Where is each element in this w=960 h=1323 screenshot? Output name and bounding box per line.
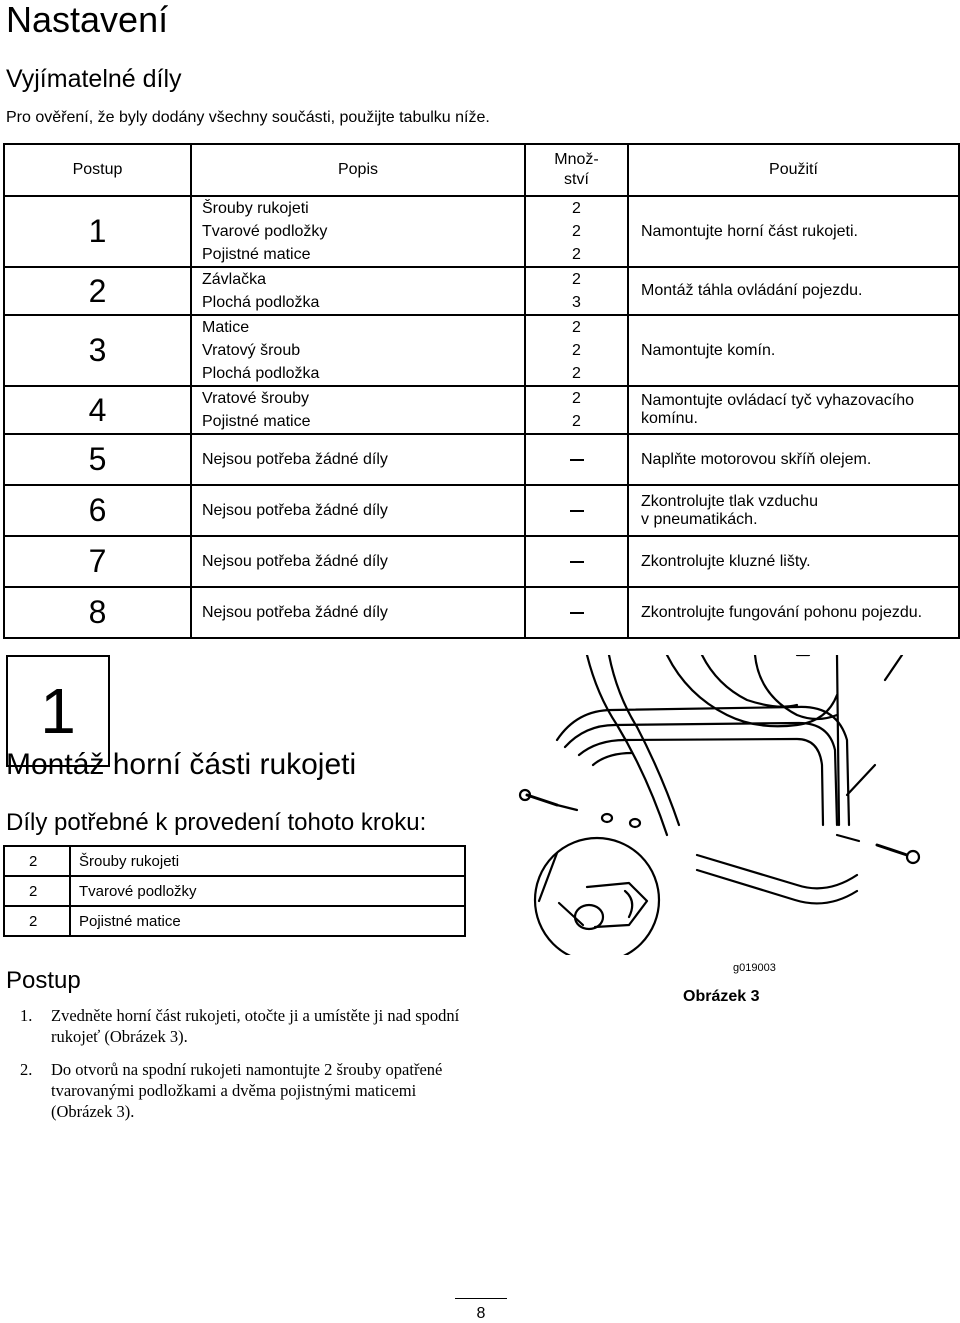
table-row	[4, 485, 959, 536]
part-qty: 2	[572, 319, 581, 336]
table-row	[4, 536, 959, 587]
part-name: Plochá podložka	[202, 365, 320, 382]
step-cell: 8	[4, 587, 191, 638]
table-row	[4, 315, 959, 386]
use-text: Zkontrolujte kluzné lišty.	[641, 552, 811, 570]
part-qty: 2	[572, 390, 581, 407]
use-text: v pneumatikách.	[641, 510, 758, 528]
table-row	[4, 434, 959, 485]
desc-cell	[191, 267, 525, 315]
table-row	[4, 267, 959, 315]
use-text: Namontujte ovládací tyč vyhazovacího	[641, 392, 915, 409]
part-qty: 2	[572, 413, 581, 430]
desc-cell	[191, 196, 525, 267]
step-cell: 5	[4, 434, 191, 485]
use-text: Namontujte komín.	[641, 341, 776, 359]
qty-cell	[525, 434, 628, 485]
desc-cell	[191, 485, 525, 536]
header-use: Použití	[628, 144, 959, 196]
use-cell	[628, 196, 959, 267]
step-cell: 1	[4, 196, 191, 267]
table-row	[4, 876, 465, 906]
part-name: Vratový šroub	[202, 342, 301, 359]
desc-cell	[191, 536, 525, 587]
no-quantity-dash	[526, 448, 627, 471]
qty-cell	[525, 386, 628, 434]
list-item	[20, 1005, 470, 1047]
section-title: Vyjímatelné díly	[6, 65, 182, 93]
part-name: Závlačka	[202, 271, 267, 288]
table-row	[4, 386, 959, 434]
header-qty: Množ- ství	[525, 144, 628, 196]
page-title: Nastavení	[6, 0, 169, 40]
use-cell	[628, 536, 959, 587]
step-number: 1.	[20, 1006, 33, 1025]
step-cell: 7	[4, 536, 191, 587]
parts-table	[3, 143, 960, 639]
qty-cell	[525, 587, 628, 638]
handle-assembly-figure	[497, 655, 957, 955]
parts-heading: Díly potřebné k provedení tohoto kroku:	[6, 809, 427, 836]
part-name: Nejsou potřeba žádné díly	[202, 553, 388, 570]
part-name: Pojistné matice	[70, 906, 465, 936]
use-text: Zkontrolujte tlak vzduchu	[641, 492, 818, 510]
step-cell: 6	[4, 485, 191, 536]
part-qty: 2	[572, 271, 581, 288]
header-step: Postup	[4, 144, 191, 196]
table-row	[4, 846, 465, 876]
use-text: Zkontrolujte fungování pohonu pojezdu.	[641, 603, 923, 621]
step-cell: 3	[4, 315, 191, 386]
part-name: Vratové šrouby	[202, 390, 310, 407]
part-name: Šrouby rukojeti	[70, 846, 465, 876]
use-cell	[628, 587, 959, 638]
use-cell	[628, 485, 959, 536]
figure-id: g019003	[733, 962, 776, 974]
procedure-steps	[20, 1005, 470, 1134]
desc-cell	[191, 315, 525, 386]
part-name: Nejsou potřeba žádné díly	[202, 604, 388, 621]
intro-text: Pro ověření, že byly dodány všechny součásti, použijte tabulku níže.	[6, 109, 490, 126]
qty-cell	[525, 196, 628, 267]
no-quantity-dash	[526, 601, 627, 624]
part-name: Plochá podložka	[202, 294, 320, 311]
part-qty: 2	[572, 223, 581, 240]
qty-cell	[525, 315, 628, 386]
desc-cell	[191, 587, 525, 638]
use-text: Namontujte horní část rukojeti.	[641, 222, 858, 240]
part-name: Matice	[202, 319, 250, 336]
table-header-row	[4, 144, 959, 196]
part-qty: 3	[572, 294, 581, 311]
use-cell	[628, 434, 959, 485]
step-title: Montáž horní části rukojeti	[6, 748, 357, 781]
part-name: Pojistné matice	[202, 413, 311, 430]
part-qty: 2	[4, 906, 70, 936]
step-cell: 2	[4, 267, 191, 315]
step-cell: 4	[4, 386, 191, 434]
part-name: Šrouby rukojeti	[202, 200, 309, 217]
header-desc: Popis	[191, 144, 525, 196]
part-qty: 2	[572, 365, 581, 382]
part-qty: 2	[4, 876, 70, 906]
qty-cell	[525, 267, 628, 315]
desc-cell	[191, 386, 525, 434]
part-qty: 2	[572, 246, 581, 263]
part-qty: 2	[4, 846, 70, 876]
part-qty: 2	[572, 200, 581, 217]
part-qty: 2	[572, 342, 581, 359]
table-row	[4, 587, 959, 638]
step-text: Zvedněte horní část rukojeti, otočte ji a umístěte ji nad spodní rukojeť (Obrázek 3).	[51, 1006, 460, 1046]
desc-cell	[191, 434, 525, 485]
part-name: Tvarové podložky	[202, 223, 328, 240]
use-text: Naplňte motorovou skříň olejem.	[641, 450, 872, 468]
step-text: Do otvorů na spodní rukojeti namontujte 2 šrouby opatřené tvarovanými podložkami a dvěma pojistnými maticemi (Obrázek 3).	[51, 1060, 443, 1121]
part-name: Pojistné matice	[202, 246, 311, 263]
figure-caption: Obrázek 3	[683, 988, 760, 1005]
step-number: 2.	[20, 1060, 33, 1079]
qty-cell	[525, 536, 628, 587]
list-item	[20, 1059, 470, 1122]
part-name: Nejsou potřeba žádné díly	[202, 502, 388, 519]
required-parts-table	[3, 845, 466, 937]
table-row	[4, 196, 959, 267]
part-name: Tvarové podložky	[70, 876, 465, 906]
qty-cell	[525, 485, 628, 536]
use-cell	[628, 267, 959, 315]
page-number: 8	[455, 1298, 507, 1323]
use-text: Montáž táhla ovládání pojezdu.	[641, 282, 863, 299]
step-number-box: 1	[6, 655, 110, 767]
table-row	[4, 906, 465, 936]
no-quantity-dash	[526, 550, 627, 573]
procedure-heading: Postup	[6, 967, 81, 994]
no-quantity-dash	[526, 499, 627, 522]
use-cell	[628, 386, 959, 434]
use-cell	[628, 315, 959, 386]
part-name: Nejsou potřeba žádné díly	[202, 451, 388, 468]
use-text: komínu.	[641, 410, 698, 427]
